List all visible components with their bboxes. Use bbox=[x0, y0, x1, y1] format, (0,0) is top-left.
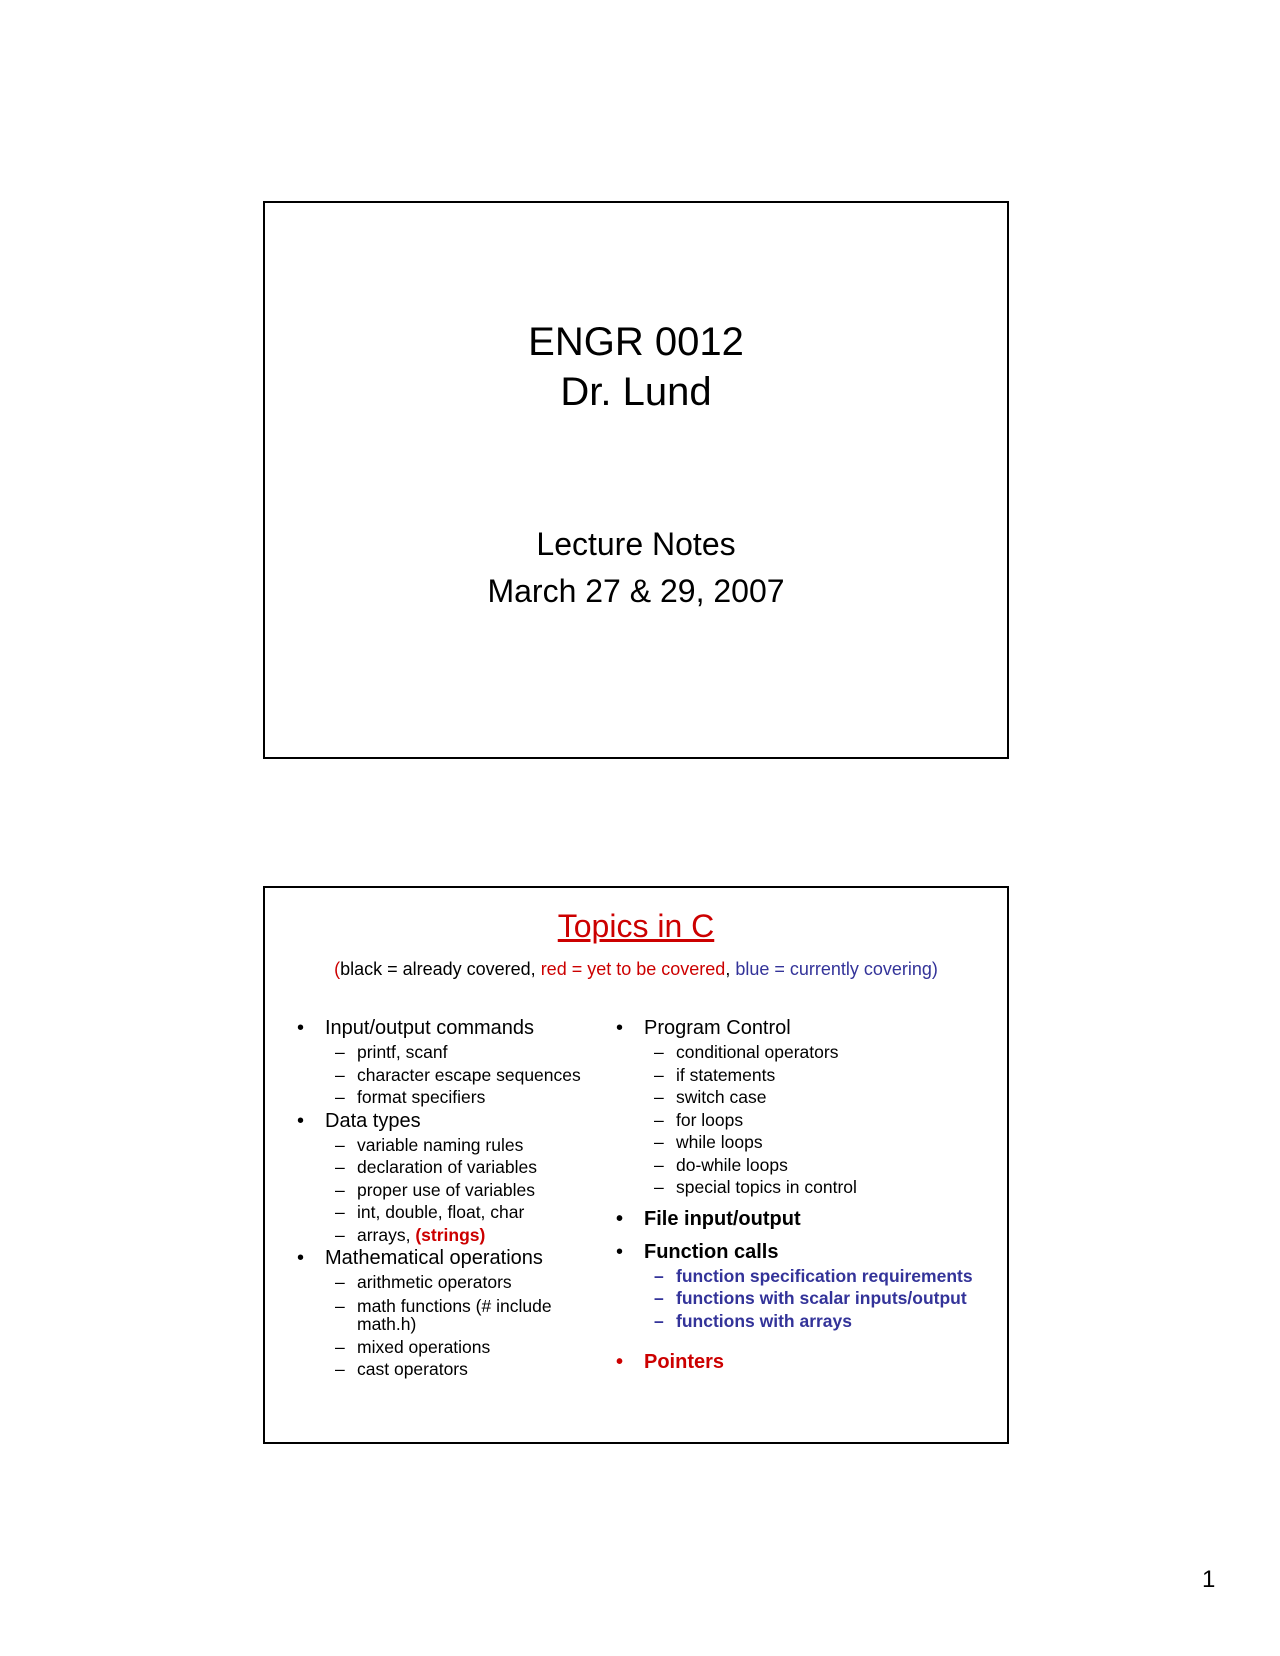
subtopic-text: arithmetic operators bbox=[357, 1272, 512, 1292]
topic-file-input-output bbox=[614, 1207, 994, 1232]
subtopic-text: format specifiers bbox=[357, 1087, 486, 1107]
subtopic-item bbox=[644, 1086, 994, 1109]
topic-data-types bbox=[295, 1109, 595, 1247]
lecture-date: March 27 & 29, 2007 bbox=[487, 573, 785, 609]
color-legend bbox=[265, 958, 1007, 980]
subtopic-item bbox=[325, 1086, 595, 1109]
subtopic-item bbox=[325, 1201, 595, 1224]
dash-icon: – bbox=[335, 1064, 345, 1085]
subtopic-text: while loops bbox=[676, 1132, 763, 1152]
topic-program-control bbox=[614, 1016, 994, 1199]
subtopic-item bbox=[644, 1287, 994, 1310]
page-number: 1 bbox=[1202, 1566, 1216, 1593]
topic-function-calls bbox=[614, 1240, 994, 1333]
bullet-icon: • bbox=[616, 1240, 624, 1263]
subtopic-text: functions with scalar inputs/output bbox=[676, 1288, 967, 1308]
subtopic-text: if statements bbox=[676, 1064, 776, 1085]
topic-label: Function calls bbox=[644, 1240, 779, 1263]
subtopic-list bbox=[644, 1041, 994, 1199]
subtopic-item bbox=[325, 1358, 595, 1381]
subtopic-text: mixed operations bbox=[357, 1336, 491, 1357]
dash-icon: – bbox=[654, 1288, 664, 1308]
subtopic-item bbox=[325, 1179, 595, 1202]
topics-slide bbox=[263, 886, 1009, 1444]
subtopic-item bbox=[644, 1154, 994, 1177]
topic-label: Pointers bbox=[644, 1351, 725, 1373]
legend-blue: blue = currently covering) bbox=[735, 959, 938, 979]
subtopic-list bbox=[325, 1271, 595, 1381]
subtopic-item bbox=[644, 1041, 994, 1064]
slide-title: Topics in C bbox=[557, 908, 715, 944]
legend-separator: , bbox=[725, 959, 736, 979]
subtopic-item bbox=[325, 1336, 595, 1359]
dash-icon: – bbox=[335, 1157, 345, 1177]
title-slide bbox=[263, 201, 1009, 759]
subtopic-text: character escape sequences bbox=[357, 1064, 581, 1085]
topic-label: File input/output bbox=[644, 1207, 801, 1230]
subtopic-list bbox=[325, 1041, 595, 1109]
subtopic-item bbox=[325, 1064, 595, 1087]
topics-left-column bbox=[295, 1016, 595, 1381]
subtopic-text: functions with arrays bbox=[676, 1310, 853, 1331]
dash-icon: – bbox=[335, 1202, 345, 1222]
bullet-icon: • bbox=[297, 1017, 305, 1039]
dash-icon: – bbox=[654, 1132, 664, 1152]
subtopic-item bbox=[325, 1224, 595, 1247]
subtopic-text: special topics in control bbox=[676, 1177, 857, 1197]
dash-icon: – bbox=[335, 1272, 345, 1292]
subtopic-text: arrays, bbox=[357, 1224, 416, 1245]
topic-pointers bbox=[614, 1350, 994, 1375]
dash-icon: – bbox=[654, 1177, 664, 1197]
subtopic-item bbox=[644, 1176, 994, 1199]
subtopic-text: switch case bbox=[676, 1087, 767, 1107]
legend-red: red = yet to be covered bbox=[540, 959, 726, 979]
bullet-icon: • bbox=[616, 1207, 624, 1230]
subtopic-item bbox=[644, 1131, 994, 1154]
subtopic-text: conditional operators bbox=[676, 1042, 839, 1062]
topic-label: Mathematical operations bbox=[325, 1247, 543, 1269]
dash-icon: – bbox=[654, 1154, 664, 1175]
subtopic-text: int, double, float, char bbox=[357, 1202, 525, 1222]
dash-icon: – bbox=[654, 1109, 664, 1130]
topic-input-output-commands bbox=[295, 1016, 595, 1109]
subtopic-text: printf, scanf bbox=[357, 1042, 448, 1062]
bullet-icon: • bbox=[297, 1109, 305, 1132]
lecture-subtitle: Lecture Notes bbox=[536, 526, 736, 562]
dash-icon: – bbox=[654, 1310, 664, 1331]
dash-icon: – bbox=[335, 1359, 345, 1379]
dash-icon: – bbox=[335, 1224, 345, 1245]
subtopic-item bbox=[325, 1156, 595, 1179]
bullet-icon: • bbox=[297, 1247, 305, 1269]
dash-icon: – bbox=[335, 1336, 345, 1357]
subtopic-list bbox=[325, 1134, 595, 1247]
subtopic-item bbox=[644, 1310, 994, 1333]
subtopic-item bbox=[325, 1041, 595, 1064]
legend-black: black = already covered bbox=[340, 959, 531, 979]
bullet-icon: • bbox=[616, 1351, 624, 1373]
legend-open-paren: ( bbox=[334, 959, 341, 979]
dash-icon: – bbox=[335, 1179, 345, 1200]
dash-icon: – bbox=[654, 1087, 664, 1107]
topic-mathematical-operations bbox=[295, 1246, 595, 1381]
dash-icon: – bbox=[654, 1064, 664, 1085]
subtopic-item bbox=[644, 1265, 994, 1288]
subtopic-pending-text: (strings) bbox=[415, 1224, 486, 1245]
legend-separator: , bbox=[530, 959, 541, 979]
instructor-name: Dr. Lund bbox=[560, 370, 712, 414]
subtopic-item bbox=[644, 1109, 994, 1132]
topics-right-column bbox=[614, 1016, 994, 1375]
subtopic-item bbox=[325, 1297, 595, 1333]
subtopic-item bbox=[325, 1134, 595, 1157]
dash-icon: – bbox=[654, 1265, 664, 1286]
subtopic-text: declaration of variables bbox=[357, 1157, 537, 1177]
subtopic-text: cast operators bbox=[357, 1359, 468, 1379]
subtopic-text: variable naming rules bbox=[357, 1134, 524, 1155]
dash-icon: – bbox=[335, 1087, 345, 1107]
subtopic-text: function specification requirements bbox=[676, 1265, 973, 1286]
subtopic-text: do-while loops bbox=[676, 1154, 788, 1175]
dash-icon: – bbox=[335, 1295, 345, 1316]
dash-icon: – bbox=[335, 1042, 345, 1062]
topic-label: Program Control bbox=[644, 1017, 791, 1039]
course-title: ENGR 0012 bbox=[528, 320, 744, 364]
bullet-icon: • bbox=[616, 1017, 624, 1039]
dash-icon: – bbox=[335, 1134, 345, 1155]
topic-label: Input/output commands bbox=[325, 1017, 535, 1039]
subtopic-item bbox=[325, 1271, 595, 1294]
subtopic-text: for loops bbox=[676, 1109, 744, 1130]
topic-label: Data types bbox=[325, 1109, 421, 1132]
subtopic-list bbox=[644, 1265, 994, 1333]
dash-icon: – bbox=[654, 1042, 664, 1062]
subtopic-text: proper use of variables bbox=[357, 1179, 536, 1200]
subtopic-item bbox=[644, 1064, 994, 1087]
subtopic-text: math functions (# include math.h) bbox=[357, 1295, 552, 1334]
